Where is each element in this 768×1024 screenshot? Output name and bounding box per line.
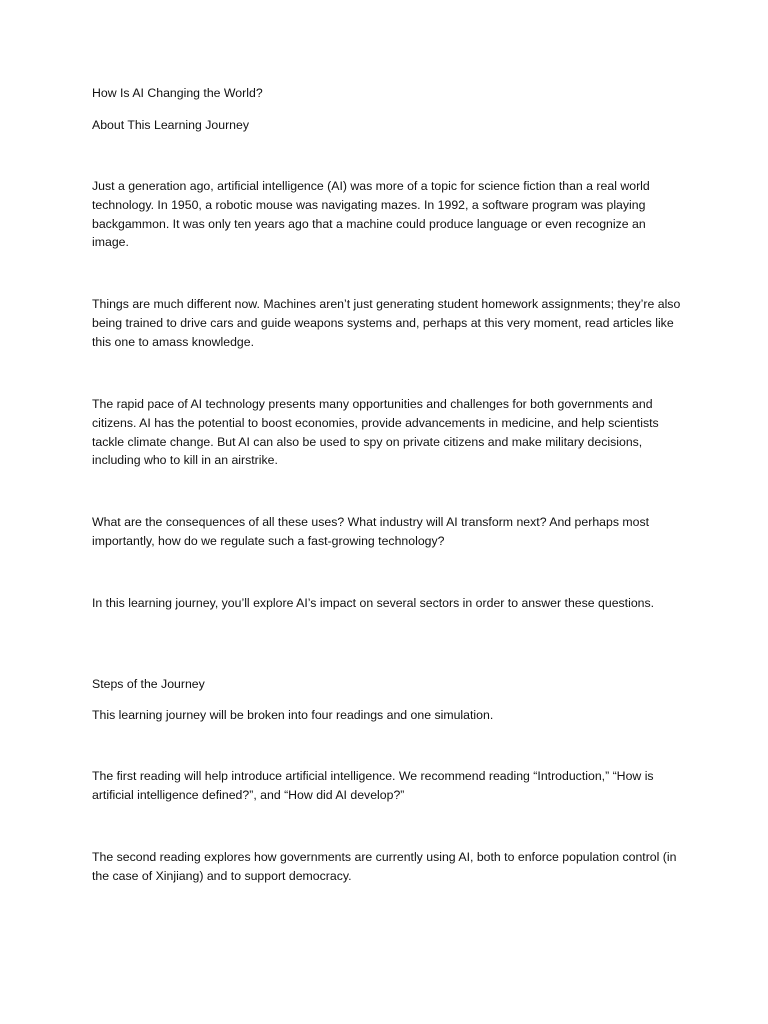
steps-heading: Steps of the Journey [92, 677, 205, 691]
paragraph-things-different: Things are much different now. Machines aren’t just generating student homework assignments; they’re also being trained to drive cars and guide weapons systems and, perhaps at this very moment, read articles like this one to amass knowledge. [92, 297, 681, 349]
paragraph-rapid-pace: The rapid pace of AI technology presents many opportunities and challenges for both governments and citizens. AI has the potential to boost economies, provide advancements in medicine, and help scientists tackle climate change. But AI can also be used to spy on private citizens and make military decisions, including who to kill in an airstrike. [92, 397, 659, 468]
step-second-reading: The second reading explores how governments are currently using AI, both to enforce population control (in the case of Xinjiang) and to support democracy. [92, 850, 677, 883]
steps-intro: This learning journey will be broken into four readings and one simulation. [92, 708, 494, 722]
step-first-reading: The first reading will help introduce artificial intelligence. We recommend reading “Introduction,” “How is artificial intelligence defined?”, and “How did AI develop?” [92, 769, 654, 802]
about-heading: About This Learning Journey [92, 118, 250, 132]
paragraph-intro: Just a generation ago, artificial intelligence (AI) was more of a topic for science fiction than a real world technology. In 1950, a robotic mouse was navigating mazes. In 1992, a software program was playing backgammon. It was only ten years ago that a machine could produce language or even recognize an image. [92, 179, 650, 250]
document-title: How Is AI Changing the World? [92, 86, 263, 100]
paragraph-learning-journey: In this learning journey, you’ll explore AI’s impact on several sectors in order to answer these questions. [92, 596, 655, 610]
paragraph-consequences: What are the consequences of all these uses? What industry will AI transform next? And perhaps most importantly, how do we regulate such a fast-growing technology? [92, 515, 650, 548]
